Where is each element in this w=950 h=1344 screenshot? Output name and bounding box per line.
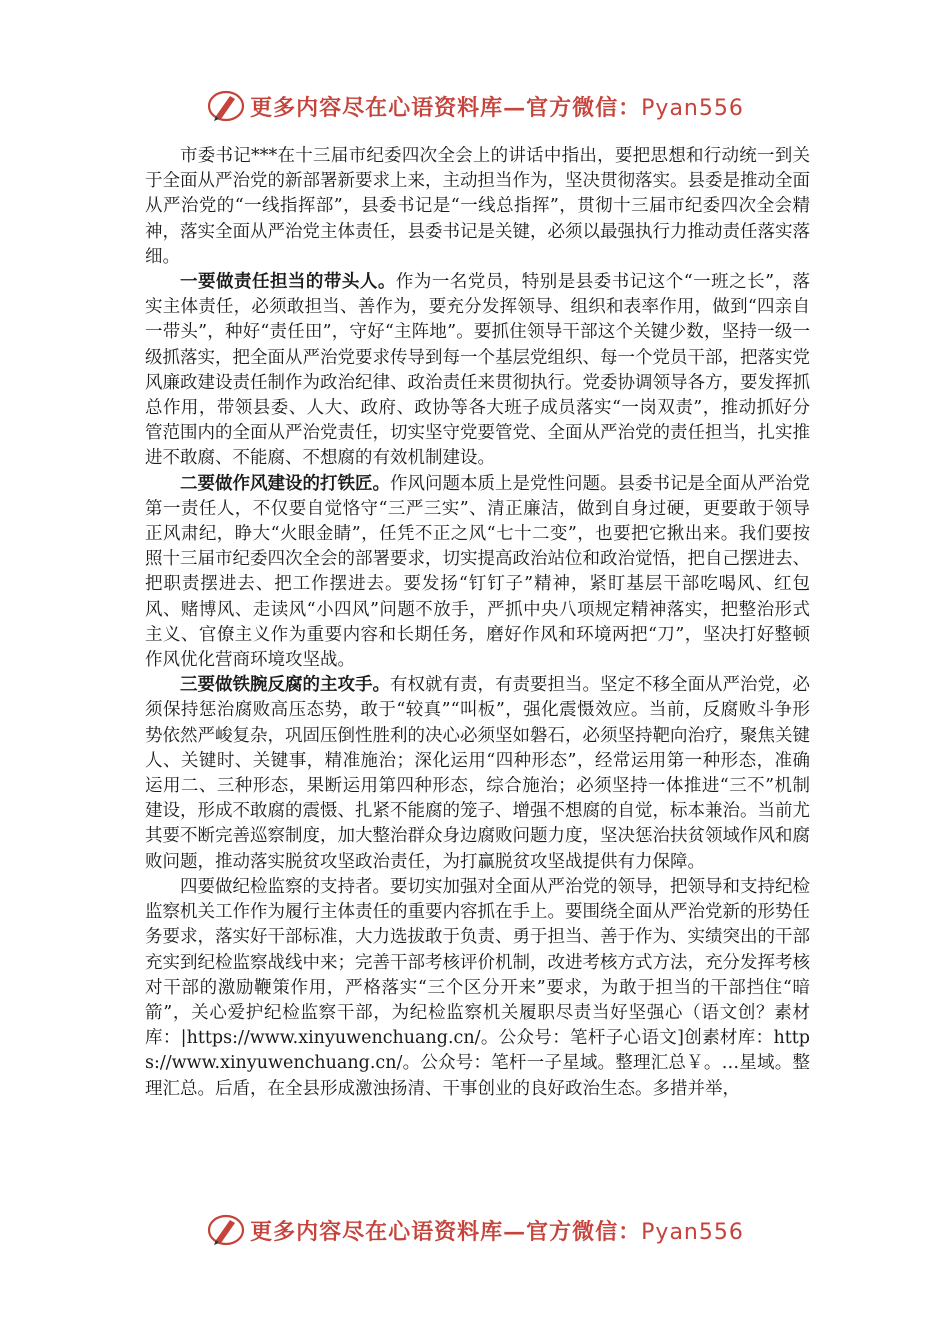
banner-title: 更多内容尽在心语资料库—官方微信：Pyan556 bbox=[250, 94, 744, 121]
paragraph-two: 二要做作风建设的打铁匠。作风问题本质上是党性问题。县委书记是全面从严治党第一责任人，不仅要自觉恪守“三严三实”、清正廉洁，做到自身过硬，更要敢于领导正风肃纪，睁大“火眼金睛”，任凭不正之风“七十二变”，也要把它揪出来。我们要按照十三届市纪委四次全会的部署要求，切实提高政治站位和政治觉悟，把自己摆进去、把职责摆进去、把工作摆进去。要发扬“钉钉子”精神，紧盯基层干部吃喝风、红包风、赌博风、走读风“小四风”问题不放手，严抓中央八项规定精神落实，把整治形式主义、官僚主义作为重要内容和长期任务，磨好作风和环境两把“刀”，坚决打好整顿作风优化营商环境攻坚战。 bbox=[145, 473, 810, 671]
pen-icon bbox=[206, 88, 246, 124]
paragraph-one: 一要做责任担当的带头人。作为一名党员，特别是县委书记这个“一班之长”，落实主体责任，必须敢担当、善作为，要充分发挥领导、组织和表率作用，做到“四亲自一带头”，种好“责任田”，守好“主阵地”。要抓住领导干部这个关键少数，坚持一级一级抓落实，把全面从严治党要求传导到每一个基层党组织、每一个党员干部，把落实党风廉政建设责任制作为政治纪律、政治责任来贯彻执行。党委协调领导各方，要发挥抓总作用，带领县委、人大、政府、政协等各大班子成员落实“一岗双责”，推动抓好分管范围内的全面从严治党责任，切实坚守党要管党、全面从严治党的责任担当，扎实推进不敢腐、不能腐、不想腐的有效机制建设。 bbox=[145, 272, 810, 469]
paragraph-lead: 三要做铁腕反腐的主攻手。 bbox=[180, 675, 390, 696]
paragraph-three: 三要做铁腕反腐的主攻手。有权就有责，有责要担当。坚定不移全面从严治党，必须保持惩治腐败高压态势，敢于“较真”“叫板”，强化震慑效应。当前，反腐败斗争形势依然严峻复杂，巩固压倒性胜利的决心必须坚如磐石，必须坚持靶向治疗，聚焦关键人、关键时、关键事，精准施治；深化运用“四种形态”，经常运用第一种形态，准确运用二、三种形态，果断运用第四种形态，综合施治；必须坚持一体推进“三不”机制建设，形成不敢腐的震慑、扎紧不能腐的笼子、增强不想腐的自觉，标本兼治。当前尤其要不断完善巡察制度，加大整治群众身边腐败问题力度，坚决惩治扶贫领域作风和腐败问题，推动落实脱贫攻坚政治责任，为打赢脱贫攻坚战提供有力保障。 bbox=[145, 675, 810, 872]
pen-icon bbox=[206, 1212, 246, 1248]
paragraph-lead: 二要做作风建设的打铁匠。 bbox=[180, 473, 390, 494]
banner-title: 更多内容尽在心语资料库—官方微信：Pyan556 bbox=[250, 1218, 744, 1245]
paragraph-lead: 一要做责任担当的带头人。 bbox=[180, 272, 396, 293]
paragraph-four: 四要做纪检监察的支持者。要切实加强对全面从严治党的领导，把领导和支持纪检监察机关工作作为履行主体责任的重要内容抓在手上。要围绕全面从严治党新的形势任务要求，落实好干部标准，大力选拔敢于负责、勇于担当、善于作为、实绩突出的干部充实到纪检监察战线中来；完善干部考核评价机制，改进考核方式方法，充分发挥考核对干部的激励鞭策作用，严格落实“三个区分开来”要求，为敢于担当的干部挡住“暗箭”，关心爱护纪检监察干部，为纪检监察机关履职尽责当好坚强心（语文创？素材库：|https://www.xinyuwenchuang.cn/。公众号：笔杆子心语文]创素材库：https://www.xinyuwenchuang.cn/。公众号：笔杆一子星域。整理汇总￥。…星域。整理汇总。后盾，在全县形成激浊扬清、干事创业的良好政治生态。多措并举， bbox=[145, 876, 810, 1099]
header-banner bbox=[0, 86, 950, 126]
paragraph-intro: 市委书记***在十三届市纪委四次全会上的讲话中指出，要把思想和行动统一到关于全面从严治党的新部署新要求上来，主动担当作为，坚决贯彻落实。县委是推动全面从严治党的“一线指挥部”，县委书记是“一线总指挥”，贯彻十三届市纪委四次全会精神，落实全面从严治党主体责任，县委书记是关键，必须以最强执行力推动责任落实落细。 bbox=[145, 146, 810, 267]
footer-banner bbox=[0, 1210, 950, 1250]
document-body bbox=[145, 144, 810, 1102]
